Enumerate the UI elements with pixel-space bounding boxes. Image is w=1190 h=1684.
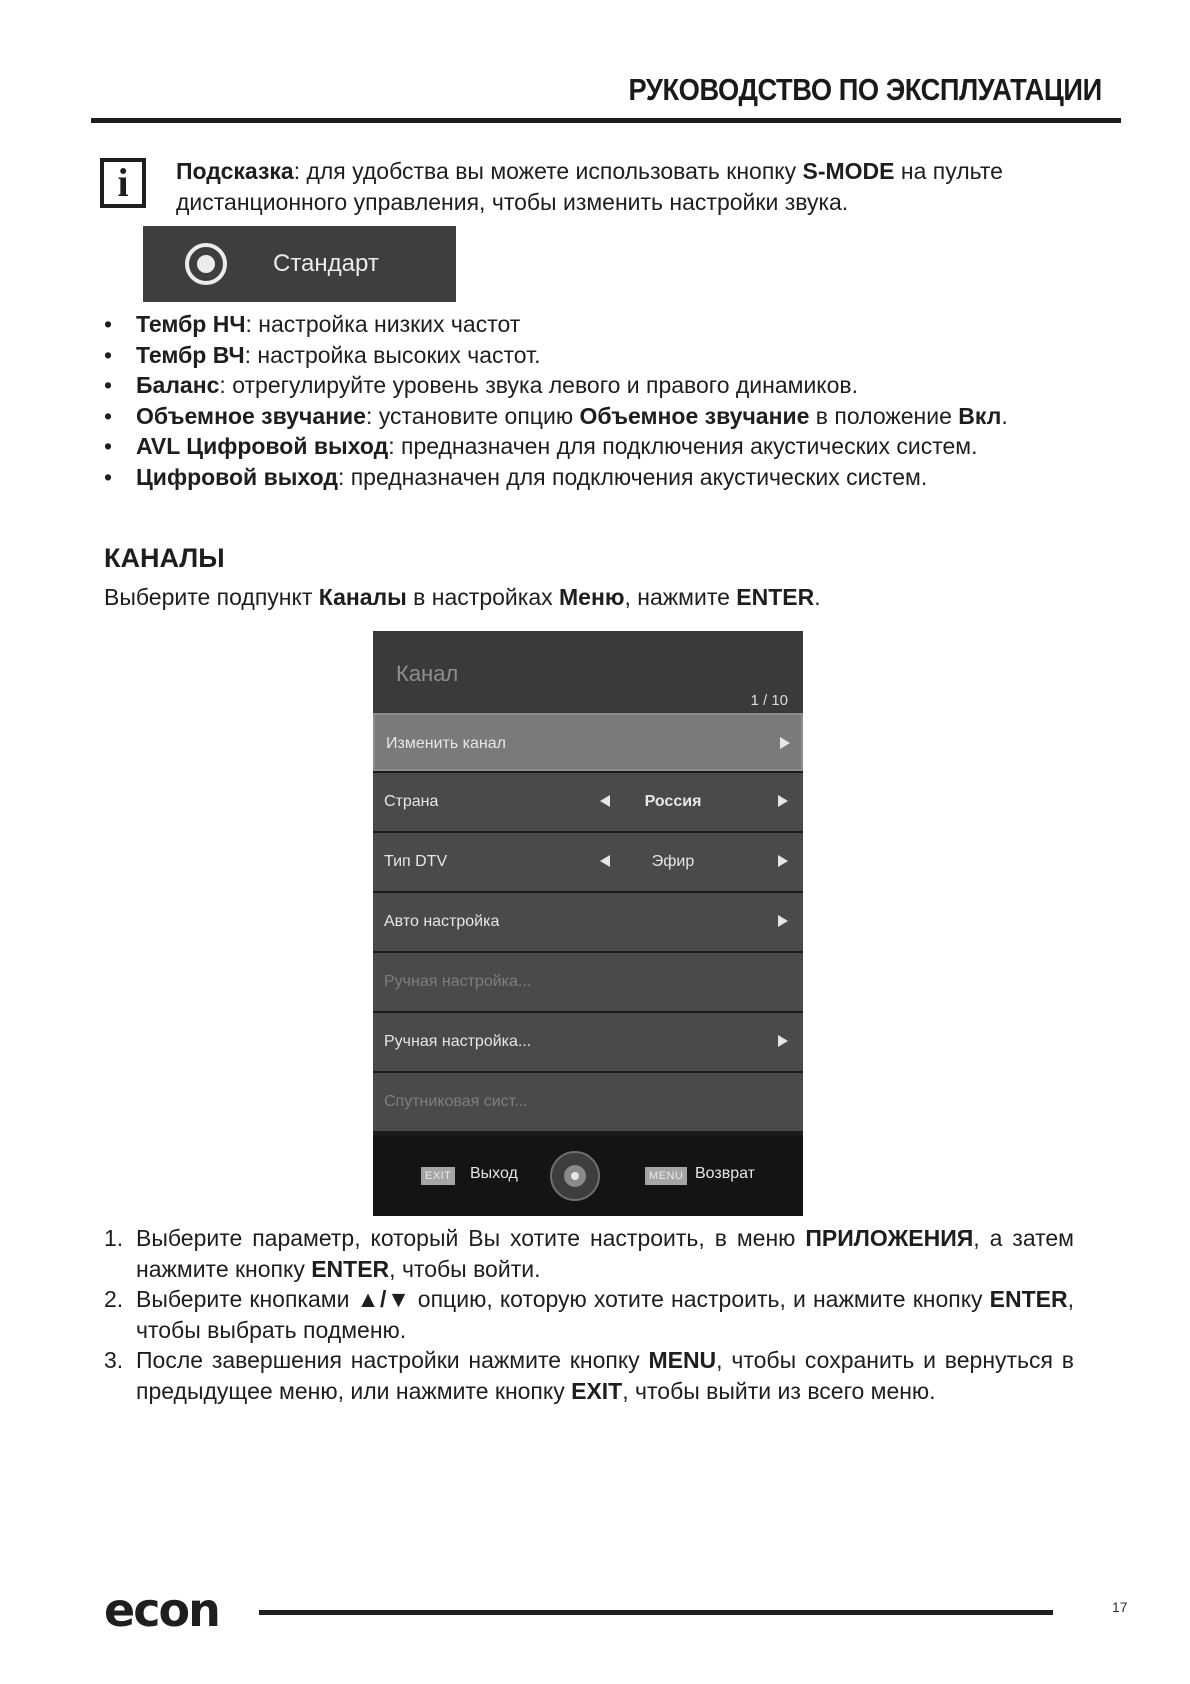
step-number: 1.	[104, 1225, 124, 1251]
bullet-text: в положение	[809, 402, 959, 429]
list-item	[104, 431, 1104, 462]
arrow-right-icon	[780, 737, 790, 749]
menu-title: Канал	[396, 661, 459, 686]
exit-label: Выход	[470, 1165, 518, 1182]
step-bold: ENTER	[311, 1255, 390, 1282]
page-header-title: РУКОВОДСТВО ПО ЭКСПЛУАТАЦИИ	[628, 72, 1102, 107]
info-icon: i	[100, 158, 146, 208]
intro-text: , нажмите	[624, 584, 737, 610]
hint-paragraph	[176, 156, 1076, 218]
list-item	[104, 1223, 1074, 1284]
bullet-text: .	[1001, 402, 1008, 429]
step-bold: ▲/▼	[356, 1286, 411, 1312]
back-label: Возврат	[695, 1165, 755, 1182]
hint-label: Подсказка	[176, 158, 294, 184]
menu-item-label: Спутниковая сист...	[384, 1093, 528, 1110]
list-item	[104, 309, 1104, 340]
menu-item-label: Тип DTV	[384, 853, 448, 870]
arrow-left-icon[interactable]	[600, 855, 610, 867]
hint-text-part: : для удобства вы можете использовать кнопку	[293, 158, 803, 184]
menu-item-dtv-type[interactable]	[373, 833, 803, 891]
menu-item-label: Авто настройка	[384, 913, 500, 930]
list-item	[104, 1345, 1074, 1406]
bullet-term: Тембр ВЧ	[136, 341, 245, 368]
channel-menu-screenshot	[373, 631, 803, 1216]
menu-item-value: Россия	[644, 793, 702, 810]
menu-item-satellite-system	[373, 1073, 803, 1131]
menu-item-label: Страна	[384, 793, 439, 810]
intro-bold: Каналы	[318, 584, 407, 610]
arrow-right-icon[interactable]	[778, 795, 788, 807]
list-item	[104, 370, 1104, 401]
hint-text-part: на пульте дистанционного управления, чтобы изменить настройки звука.	[176, 158, 1003, 215]
step-bold: ENTER	[989, 1286, 1068, 1312]
menu-item-value: Эфир	[651, 853, 695, 870]
intro-text: .	[814, 584, 821, 610]
brand-logo: econ	[104, 1583, 219, 1637]
nav-wheel-icon	[550, 1151, 600, 1201]
section-title: КАНАЛЫ	[104, 543, 225, 573]
intro-text: Выберите подпункт	[104, 584, 319, 610]
step-bold: ПРИЛОЖЕНИЯ	[805, 1225, 974, 1251]
footer-divider	[259, 1610, 1053, 1615]
exit-key-chip: EXIT	[421, 1167, 455, 1185]
bullet-term: Вкл	[958, 402, 1002, 429]
menu-key-chip: MENU	[645, 1167, 687, 1185]
page-number: 17	[1112, 1599, 1128, 1615]
list-item	[104, 340, 1104, 371]
menu-item-country[interactable]	[373, 773, 803, 831]
bullet-text: : настройка высоких частот.	[244, 341, 541, 368]
step-number: 3.	[104, 1347, 124, 1373]
arrow-right-icon	[778, 1035, 788, 1047]
menu-item-manual-tuning-disabled	[373, 953, 803, 1011]
step-text: После завершения настройки нажмите кнопку	[136, 1347, 649, 1373]
bullet-term: Цифровой выход	[136, 463, 338, 490]
menu-item-label: Изменить канал	[386, 735, 506, 752]
bullet-text: : настройка низких частот	[245, 311, 521, 337]
menu-page-indicator: 1 / 10	[750, 692, 788, 709]
hint-key: S-MODE	[802, 158, 895, 184]
step-text: , чтобы выйти из всего меню.	[622, 1377, 936, 1404]
sound-mode-icon	[185, 243, 227, 285]
bullet-term: AVL Цифровой выход	[136, 433, 389, 459]
step-bold: MENU	[648, 1347, 717, 1373]
intro-text: в настройках	[406, 584, 560, 610]
step-text: Выберите кнопками	[136, 1286, 357, 1312]
bullet-term: Объемное звучание	[579, 402, 810, 429]
step-number: 2.	[104, 1286, 124, 1312]
intro-bold: Меню	[559, 584, 625, 610]
step-text: , а затем нажмите кнопку	[136, 1225, 1074, 1282]
instruction-steps	[104, 1223, 1074, 1406]
menu-item-edit-channel[interactable]	[373, 713, 803, 771]
bullet-term: Объемное звучание	[136, 402, 366, 429]
sound-settings-list	[104, 309, 1104, 492]
list-item	[104, 1284, 1074, 1345]
menu-header	[373, 631, 803, 713]
arrow-right-icon	[778, 915, 788, 927]
intro-bold: ENTER	[736, 584, 815, 610]
bullet-text: : установите опцию	[365, 402, 580, 429]
step-text: , чтобы сохранить и вернуться в предыдущее меню, или нажмите кнопку	[136, 1347, 1074, 1404]
menu-item-label: Ручная настройка...	[384, 1033, 532, 1050]
step-bold: EXIT	[571, 1377, 623, 1404]
arrow-right-icon[interactable]	[778, 855, 788, 867]
sound-mode-label: Стандарт	[273, 250, 379, 277]
menu-footer	[373, 1136, 803, 1216]
list-item	[104, 462, 1104, 493]
bullet-text: : предназначен для подключения акустических систем.	[337, 463, 928, 490]
step-text: , чтобы войти.	[389, 1255, 541, 1282]
bullet-text: : отрегулируйте уровень звука левого и правого динамиков.	[219, 372, 859, 398]
sound-mode-popup	[143, 226, 456, 302]
menu-item-auto-tuning[interactable]	[373, 893, 803, 951]
section-intro	[104, 584, 821, 611]
bullet-text: : предназначен для подключения акустических систем.	[388, 433, 978, 459]
menu-item-label: Ручная настройка...	[384, 973, 532, 990]
header-divider	[91, 118, 1121, 123]
step-text: , чтобы выбрать подменю.	[136, 1286, 1074, 1343]
step-text: опцию, которую хотите настроить, и нажмите кнопку	[410, 1286, 990, 1312]
step-text: Выберите параметр, который Вы хотите настроить, в меню	[136, 1225, 806, 1251]
arrow-left-icon[interactable]	[600, 795, 610, 807]
list-item	[104, 401, 1104, 432]
menu-item-manual-tuning[interactable]	[373, 1013, 803, 1071]
bullet-term: Баланс	[136, 372, 220, 398]
bullet-term: Тембр НЧ	[136, 311, 246, 337]
